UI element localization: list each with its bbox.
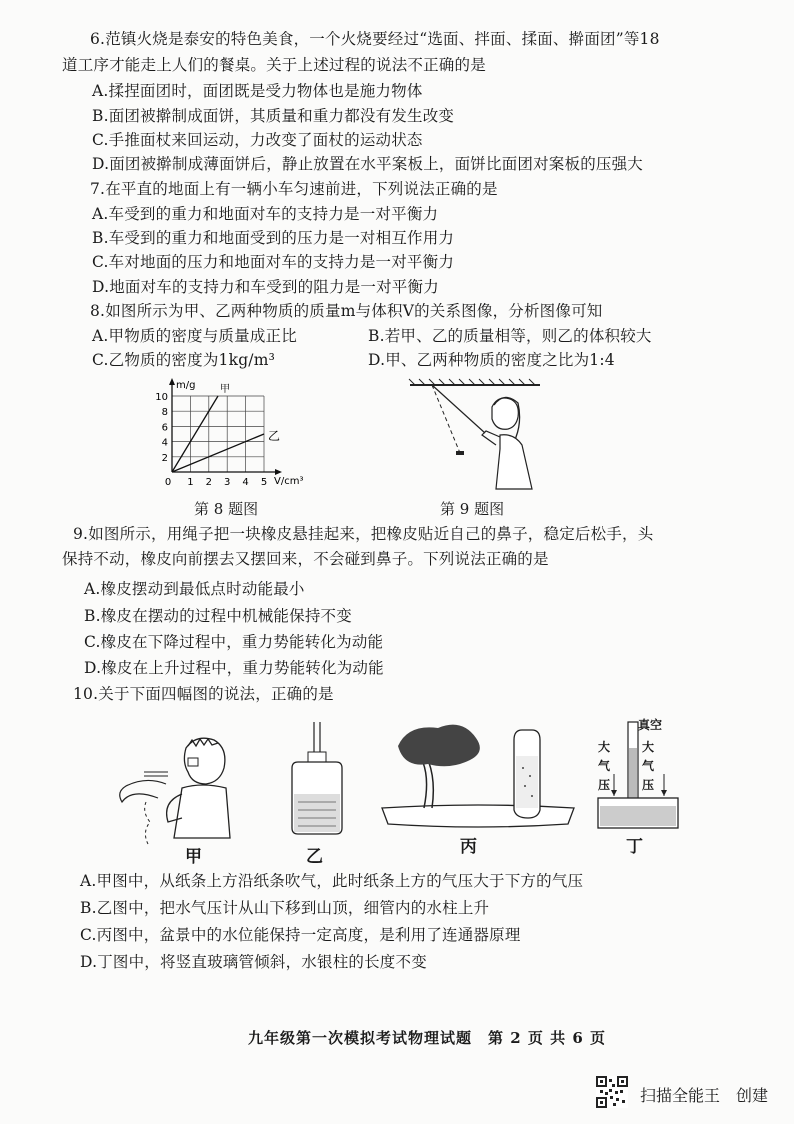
y-tick-label: 6 bbox=[161, 422, 168, 434]
q6-stem-line1: 6.范镇火烧是泰安的特色美食，一个火烧要经过“选面、拌面、揉面、擀面团”等18 bbox=[90, 30, 660, 48]
q10-option-c: C.丙图中，盆景中的水位能保持一定高度，是利用了连通器原理 bbox=[80, 926, 521, 944]
q8-stem: 8.如图所示为甲、乙两种物质的质量m与体积V的关系图像，分析图像可知 bbox=[90, 302, 603, 320]
q9-option-b: B.橡皮在摆动的过程中机械能保持不变 bbox=[84, 607, 352, 625]
fig8-caption: 第 8 题图 bbox=[194, 500, 259, 518]
q6-option-d: D.面团被擀制成薄面饼后，静止放置在水平案板上，面饼比面团对案板的压强大 bbox=[92, 155, 644, 173]
qr-code-icon bbox=[596, 1076, 628, 1108]
q8-option-d: D.甲、乙两种物质的密度之比为1:4 bbox=[368, 351, 615, 369]
q10-option-a: A.甲图中，从纸条上方沿纸条吹气，此时纸条上方的气压大于下方的气压 bbox=[80, 872, 584, 890]
q10-fig-bing-label: 丙 bbox=[460, 837, 477, 857]
x-tick-label: 2 bbox=[205, 477, 212, 488]
y-tick-label: 10 bbox=[155, 392, 168, 403]
q7-option-c: C.车对地面的压力和地面对车的支持力是一对平衡力 bbox=[92, 253, 455, 271]
fig9-caption: 第 9 题图 bbox=[440, 500, 505, 518]
q8-option-c: C.乙物质的密度为1kg/m³ bbox=[92, 351, 276, 369]
x-tick-label: 5 bbox=[260, 477, 268, 488]
q8-option-a: A.甲物质的密度与质量成正比 bbox=[92, 327, 297, 345]
y-tick-label: 8 bbox=[161, 407, 168, 419]
q10-ding-right-pressure-label: 大气压 bbox=[642, 740, 655, 792]
x-tick-label: 0 bbox=[164, 477, 172, 488]
q6-option-c: C.手推面杖来回运动，力改变了面杖的运动状态 bbox=[92, 131, 423, 149]
series-label-yi: 乙 bbox=[268, 429, 281, 443]
q10-fig-bing-bonsai bbox=[378, 716, 578, 831]
q6-option-a: A.揉捏面团时，面团既是受力物体也是施力物体 bbox=[92, 82, 423, 100]
q10-fig-yi-label: 乙 bbox=[306, 847, 323, 867]
y-tick-label: 2 bbox=[161, 452, 168, 464]
x-tick-label: 1 bbox=[187, 477, 194, 488]
y-axis-label: m/g bbox=[176, 380, 196, 391]
q10-fig-yi-bottle-barometer bbox=[278, 722, 358, 837]
q9-stem-line2: 保持不动，橡皮向前摆去又摆回来，不会碰到鼻子。下列说法正确的是 bbox=[62, 550, 549, 568]
x-tick-label: 3 bbox=[224, 477, 231, 488]
q7-option-a: A.车受到的重力和地面对车的支持力是一对平衡力 bbox=[92, 205, 439, 223]
q6-option-b: B.面团被擀制成面饼，其质量和重力都没有发生改变 bbox=[92, 107, 455, 125]
q10-fig-jia-boy-blowing bbox=[116, 728, 256, 853]
q8-option-b: B.若甲、乙的质量相等，则乙的体积较大 bbox=[368, 327, 652, 345]
q10-ding-vacuum-label: 真空 bbox=[638, 718, 663, 732]
q9-stem-line1: 9.如图所示，用绳子把一块橡皮悬挂起来，把橡皮贴近自己的鼻子，稳定后松手，头 bbox=[73, 525, 654, 543]
q7-stem: 7.在平直的地面上有一辆小车匀速前进，下列说法正确的是 bbox=[90, 180, 498, 198]
q7-option-b: B.车受到的重力和地面受到的压力是一对相互作用力 bbox=[92, 229, 455, 247]
y-tick-label: 4 bbox=[161, 437, 168, 449]
q9-option-d: D.橡皮在上升过程中，重力势能转化为动能 bbox=[84, 659, 384, 677]
q10-fig-ding-label: 丁 bbox=[626, 837, 643, 857]
q10-ding-left-pressure-label: 大气压 bbox=[598, 740, 611, 792]
series-line-yi bbox=[172, 434, 264, 472]
q10-fig-jia-label: 甲 bbox=[185, 847, 202, 867]
scanner-watermark: 扫描全能王 创建 bbox=[640, 1086, 769, 1105]
fig9-pendulum-illustration bbox=[400, 375, 570, 495]
q10-option-d: D.丁图中，将竖直玻璃管倾斜，水银柱的长度不变 bbox=[80, 953, 427, 971]
q7-option-d: D.地面对车的支持力和车受到的阻力是一对平衡力 bbox=[92, 278, 439, 296]
series-label-jia: 甲 bbox=[220, 384, 230, 395]
q10-option-b: B.乙图中，把水气压计从山下移到山顶，细管内的水柱上升 bbox=[80, 899, 490, 917]
q10-stem: 10.关于下面四幅图的说法，正确的是 bbox=[73, 685, 334, 703]
x-axis-arrow bbox=[275, 469, 282, 475]
x-tick-label: 4 bbox=[242, 477, 249, 488]
fig8-graph bbox=[150, 370, 310, 490]
series-line-jia bbox=[172, 396, 218, 472]
x-axis-label: V/cm³ bbox=[274, 476, 304, 487]
y-axis-arrow bbox=[169, 378, 175, 385]
q6-stem-line2: 道工序才能走上人们的餐桌。关于上述过程的说法不正确的是 bbox=[62, 56, 486, 74]
q9-option-a: A.橡皮摆动到最低点时动能最小 bbox=[84, 580, 305, 598]
page-footer: 九年级第一次模拟考试物理试题 第 2 页 共 6 页 bbox=[248, 1029, 606, 1047]
q9-option-c: C.橡皮在下降过程中，重力势能转化为动能 bbox=[84, 633, 384, 651]
